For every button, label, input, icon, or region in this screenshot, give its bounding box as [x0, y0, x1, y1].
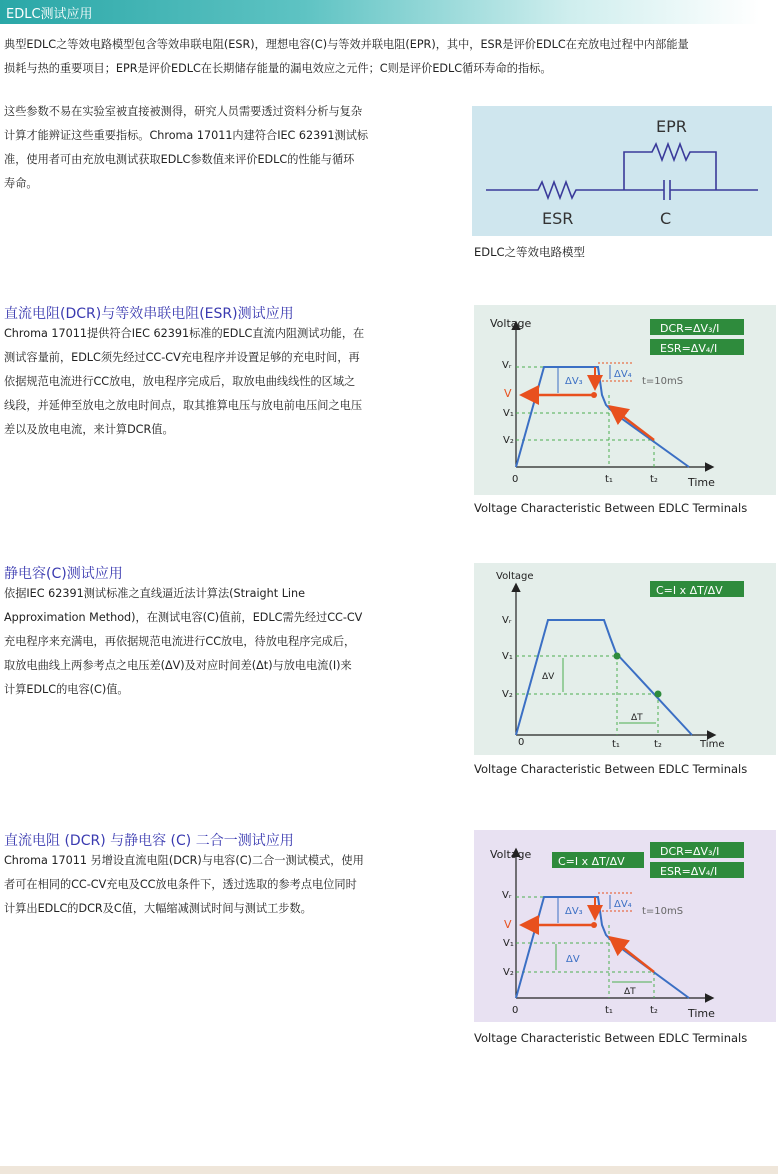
- x-axis-label: Time: [700, 739, 725, 750]
- section-banner: [0, 0, 760, 24]
- capacitance-figure: [474, 563, 776, 755]
- y-axis-label: Voltage: [490, 317, 532, 330]
- v-point: [591, 922, 597, 928]
- section3-heading: 静电容(C)测试应用: [4, 566, 123, 582]
- dcr-esr-figure: [474, 305, 776, 495]
- figure-caption: Voltage Characteristic Between EDLC Terminals: [474, 762, 748, 776]
- paragraph-line: Chroma 17011提供符合IEC 62391标准的EDLC直流内阻测试功能，在: [4, 327, 365, 340]
- dv4-label: ΔV₄: [614, 369, 632, 380]
- esr-label: ESR: [542, 209, 574, 228]
- intro-paragraph: [4, 33, 778, 81]
- x-axis-label: Time: [688, 1007, 715, 1020]
- equivalent-circuit-figure: [472, 106, 772, 236]
- paragraph-line: Approximation Method)，在测试电容(C)值前，EDLC需先经过CC-CV: [4, 611, 363, 624]
- dcr-formula: DCR=ΔV₃/I: [660, 845, 720, 858]
- paragraph-line: 准，使用者可由充放电测试获取EDLC参数值来评价EDLC的性能与循环: [4, 153, 355, 166]
- vr-label: Vᵣ: [502, 890, 512, 901]
- paragraph-line: 计算EDLC的电容(C)值。: [4, 683, 129, 696]
- c-formula: C=I x ΔT/ΔV: [558, 855, 625, 868]
- paragraph-line: 依据IEC 62391测试标准之直线逼近法计算法(Straight Line: [4, 587, 306, 600]
- v2-label: V₂: [503, 967, 514, 978]
- paragraph-line: 充电程序来充满电，再依据规范电流进行CC放电，待放电程序完成后，: [4, 635, 356, 648]
- c-formula: C=I x ΔT/ΔV: [656, 584, 723, 597]
- t2-label: t₂: [650, 1005, 658, 1016]
- banner-title: EDLC测试应用: [6, 7, 93, 22]
- t1-label: t₁: [612, 739, 620, 750]
- paragraph-line: 这些参数不易在实验室被直接被测得，研究人员需要透过资料分析与复杂: [4, 105, 363, 118]
- paragraph-line: 计算出EDLC的DCR及C值，大幅缩减测试时间与测试工步数。: [4, 902, 312, 915]
- paragraph-line: 寿命。: [4, 177, 38, 190]
- esr-formula: ESR=ΔV₄/I: [660, 342, 718, 355]
- epr-label: EPR: [656, 117, 687, 136]
- origin-label: 0: [512, 1005, 519, 1016]
- v-point: [591, 392, 597, 398]
- origin-label: 0: [512, 474, 519, 485]
- vr-label: Vᵣ: [502, 615, 512, 626]
- time-delta-label: t=10mS: [642, 376, 684, 387]
- reference-point-2: [655, 691, 662, 698]
- section3-paragraph: [4, 582, 434, 702]
- dv-label: ΔV: [566, 954, 580, 965]
- section2-heading: 直流电阻(DCR)与等效串联电阻(ESR)测试应用: [4, 306, 294, 322]
- y-axis-label: Voltage: [496, 571, 534, 582]
- figure-caption: Voltage Characteristic Between EDLC Terminals: [474, 1031, 748, 1045]
- t2-label: t₂: [654, 739, 662, 750]
- v-label: V: [504, 387, 512, 400]
- c-label: C: [660, 209, 672, 228]
- dv4-label: ΔV₄: [614, 899, 632, 910]
- v-label: V: [504, 918, 512, 931]
- paragraph-line: 计算才能辨证这些重要指标。Chroma 17011内建符合IEC 62391测试标: [4, 129, 369, 142]
- section4-heading: 直流电阻 (DCR) 与静电容 (C) 二合一测试应用: [4, 833, 294, 849]
- paragraph-line: 测试容量前，EDLC须先经过CC-CV充电程序并设置足够的充电时间，再: [4, 351, 360, 364]
- dv-label: ΔV: [542, 672, 555, 682]
- paragraph-line: 者可在相同的CC-CV充电及CC放电条件下，透过选取的参考点电位同时: [4, 878, 357, 891]
- paragraph-line: 线段，并延伸至放电之放电时间点，取其推算电压与放电前电压间之电压: [4, 399, 363, 412]
- figure-background: [472, 106, 772, 236]
- section1-paragraph: [4, 100, 434, 196]
- figure-caption: EDLC之等效电路模型: [474, 245, 586, 259]
- dv3-label: ΔV₃: [565, 906, 583, 917]
- v1-label: V₁: [503, 408, 514, 419]
- y-axis-label: Voltage: [490, 848, 532, 861]
- v2-label: V₂: [502, 689, 513, 700]
- paragraph-line: 依据规范电流进行CC放电，放电程序完成后，取放电曲线线性的区域之: [4, 375, 356, 388]
- intro-line: 损耗与热的重要项目；EPR是评价EDLC在长期储存能量的漏电效应之元件；C则是评价EDLC循环寿命的指标。: [4, 62, 552, 75]
- paragraph-line: 差以及放电电流，来计算DCR值。: [4, 423, 174, 436]
- v1-label: V₁: [503, 938, 514, 949]
- intro-line: 典型EDLC之等效电路模型包含等效串联电阻(ESR)，理想电容(C)与等效并联电阻(EPR)，其中，ESR是评价EDLC在充放电过程中内部能量: [4, 38, 689, 51]
- t1-label: t₁: [605, 1005, 613, 1016]
- section2-paragraph: [4, 322, 434, 442]
- t1-label: t₁: [605, 474, 613, 485]
- dt-label: ΔT: [631, 713, 643, 723]
- paragraph-line: 取放电曲线上两参考点之电压差(ΔV)及对应时间差(Δt)与放电电流(I)来: [4, 659, 352, 672]
- combined-test-figure: [474, 830, 776, 1022]
- figure-caption: Voltage Characteristic Between EDLC Terminals: [474, 501, 748, 515]
- paragraph-line: Chroma 17011 另增设直流电阻(DCR)与电容(C)二合一测试模式，使用: [4, 854, 364, 867]
- dt-label: ΔT: [624, 987, 636, 997]
- esr-formula: ESR=ΔV₄/I: [660, 865, 718, 878]
- footer-strip: [0, 1166, 778, 1174]
- v1-label: V₁: [502, 651, 513, 662]
- reference-point-1: [614, 653, 621, 660]
- origin-label: 0: [518, 737, 525, 748]
- vr-label: Vᵣ: [502, 360, 512, 371]
- dcr-formula: DCR=ΔV₃/I: [660, 322, 720, 335]
- dv3-label: ΔV₃: [565, 376, 583, 387]
- x-axis-label: Time: [688, 476, 715, 489]
- section4-paragraph: [4, 849, 434, 921]
- time-delta-label: t=10mS: [642, 906, 684, 917]
- v2-label: V₂: [503, 435, 514, 446]
- t2-label: t₂: [650, 474, 658, 485]
